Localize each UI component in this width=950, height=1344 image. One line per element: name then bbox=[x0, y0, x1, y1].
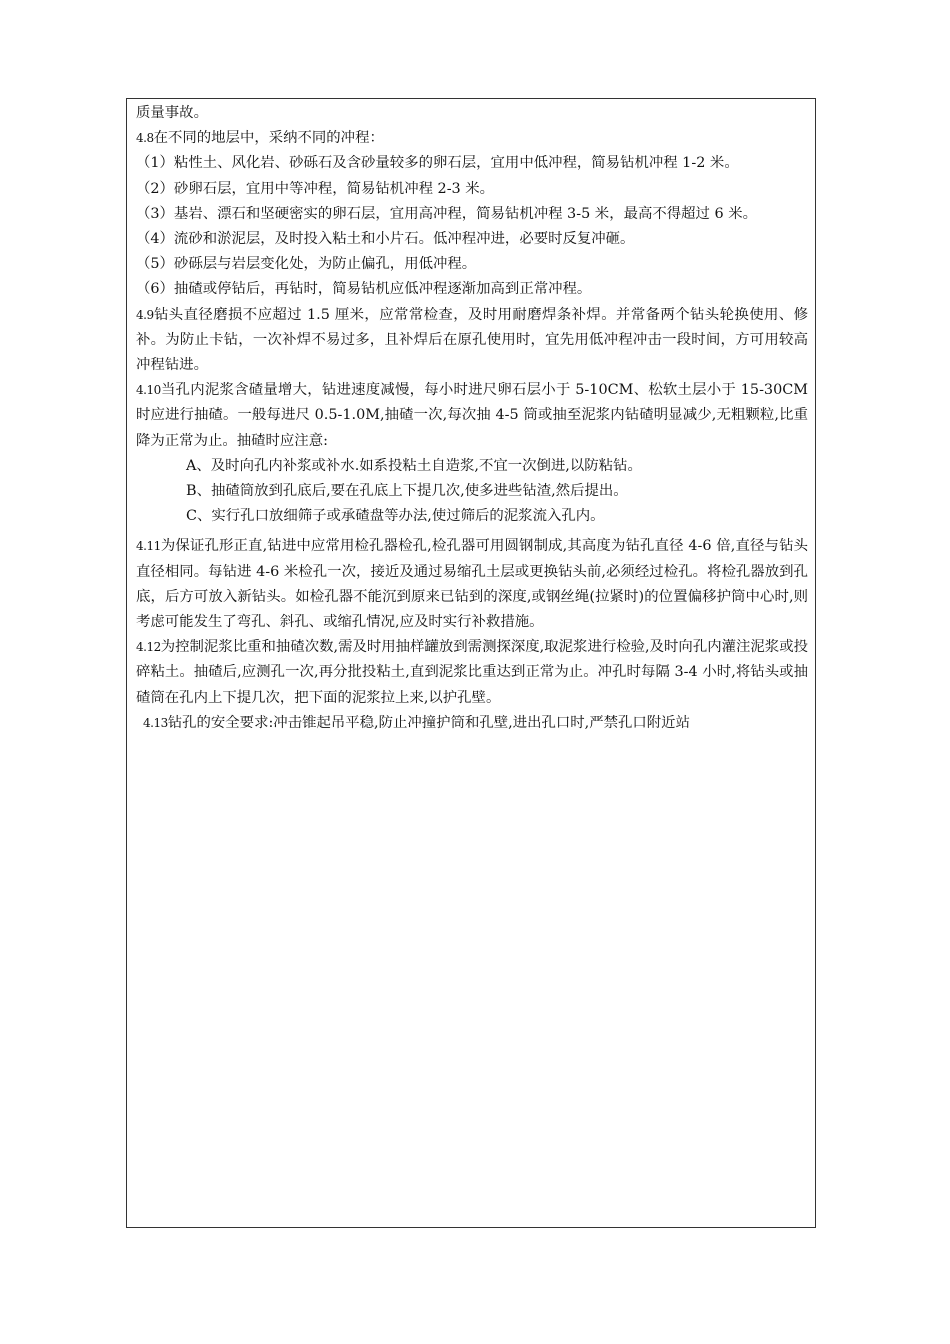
sub-item-b: B、抽碴筒放到孔底后,要在孔底上下提几次,使多进些钻渣,然后提出。 bbox=[186, 483, 628, 500]
sub-item-c: C、实行孔口放细筛子或承碴盘等办法,使过筛后的泥浆流入孔内。 bbox=[186, 508, 605, 525]
section-text: 当孔内泥浆含碴量增大，钻进速度减慢，每小时进尺卵石层小于 5-10CM、松软土层小于 15-30CM 时应进行抽碴。一般每进尺 0.5-1.0M,抽碴一次,每次抽 4-5 筒或抽至泥浆内钻碴明显减少,无粗颗粒,比重降为正常为止。抽碴时应注意: bbox=[136, 382, 808, 449]
section-text: 在不同的地层中，采纳不同的冲程： bbox=[153, 130, 384, 147]
sub-item-a: A、及时向孔内补浆或补水.如系投粘土自造浆,不宜一次倒进,以防粘钻。 bbox=[186, 457, 642, 474]
section-4-11 bbox=[136, 534, 808, 635]
list-item: （1）粘性土、风化岩、砂砾石及含砂量较多的卵石层，宜用中低冲程，简易钻机冲程 1-2 米。 bbox=[136, 155, 739, 172]
section-4-8 bbox=[136, 126, 808, 151]
section-number: 4.11 bbox=[136, 539, 161, 554]
section-text: 钻孔的安全要求:冲击锥起吊平稳,防止冲撞护筒和孔壁,进出孔口时,严禁孔口附近站 bbox=[167, 714, 690, 731]
list-item: （6）抽碴或停钻后，再钻时，简易钻机应低冲程逐渐加高到正常冲程。 bbox=[136, 281, 592, 298]
section-text: 为控制泥浆比重和抽碴次数,需及时用抽样罐放到需测探深度,取泥浆进行检验,及时向孔内灌注泥浆或投碎粘土。抽碴后,应测孔一次,再分批投粘土,直到泥浆比重达到正常为止。冲孔时每隔 3-4 小时,将钻头或抽碴筒在孔内上下提几次，把下面的泥浆拉上来,以护孔壁。 bbox=[136, 639, 808, 706]
list-item: （4）流砂和淤泥层，及时投入粘土和小片石。低冲程冲进，必要时反复冲砸。 bbox=[136, 231, 635, 248]
section-4-12 bbox=[136, 635, 808, 711]
section-number: 4.12 bbox=[136, 640, 161, 655]
list-item: （2）砂卵石层，宜用中等冲程，简易钻机冲程 2-3 米。 bbox=[136, 180, 495, 197]
section-text: 为保证孔形正直,钻进中应常用检孔器检孔,检孔器可用圆钢制成,其高度为钻孔直径 4-6 倍,直径与钻头直径相同。每钻进 4-6 米检孔一次，接近及通过易缩孔土层或更换钻头前,必须经过检孔。将检孔器放到孔底，后方可放入新钻头。如检孔器不能沉到原来已钻到的深度,或钢丝绳(拉紧时)的位置偏移护筒中心时,则考虑可能发生了弯孔、斜孔、或缩孔情况,应及时实行补救措施。 bbox=[136, 538, 808, 631]
section-number: 4.10 bbox=[136, 383, 161, 398]
section-number: 4.13 bbox=[143, 715, 168, 730]
list-item: （5）砂砾层与岩层变化处，为防止偏孔，用低冲程。 bbox=[136, 256, 477, 273]
section-4-9 bbox=[136, 303, 808, 379]
list-item: （3）基岩、漂石和坚硬密实的卵石层，宜用高冲程，简易钻机冲程 3-5 米，最高不得超过 6 米。 bbox=[136, 205, 758, 222]
section-4-13 bbox=[136, 711, 808, 736]
section-4-10 bbox=[136, 378, 808, 454]
paragraph: 质量事故。 bbox=[136, 105, 208, 121]
section-text: 钻头直径磨损不应超过 1.5 厘米，应常常检查，及时用耐磨焊条补焊。并常备两个钻头轮换使用、修补。为防止卡钻，一次补焊不易过多，且补焊后在原孔使用时，宜先用低冲程冲击一段时间，方可用较高冲程钻进。 bbox=[136, 306, 808, 374]
document-body bbox=[136, 101, 808, 736]
section-number: 4.9 bbox=[136, 307, 154, 322]
section-number: 4.8 bbox=[136, 131, 154, 146]
